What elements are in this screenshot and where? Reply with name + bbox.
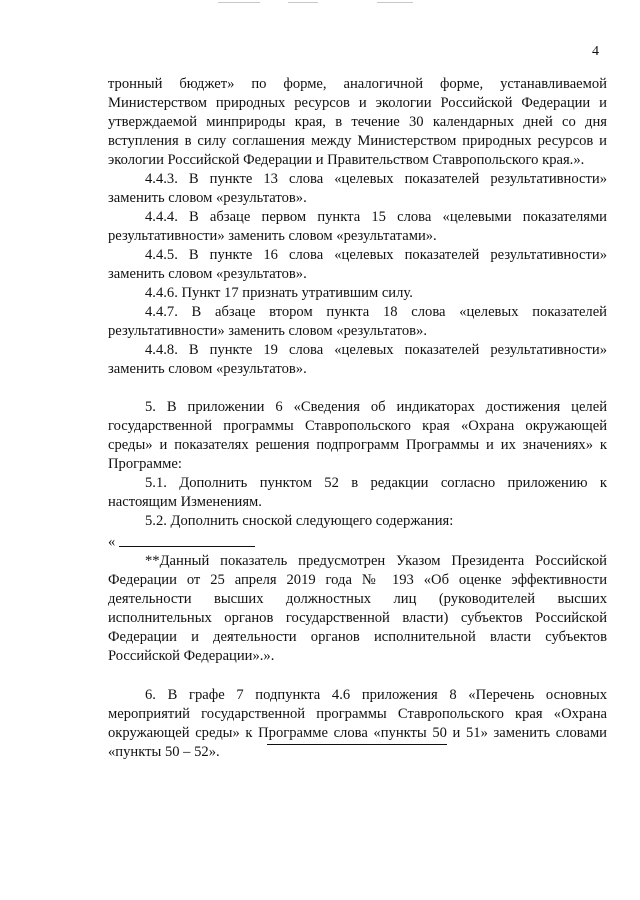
paragraph-4-4-6: 4.4.6. Пункт 17 признать утратившим силу. [145,285,413,301]
paragraph-4-4-4: 4.4.4. В абзаце первом пункта 15 слова «целевыми показателями результативности» заменить словом «результатами». [108,209,607,244]
paragraph-4-4-5: 4.4.5. В пункте 16 слова «целевых показателей результативности» заменить словом «результатов». [108,247,607,282]
footnote-rule [119,546,255,547]
paragraph-4-4-3: 4.4.3. В пункте 13 слова «целевых показателей результативности» заменить словом «результатов». [108,171,607,206]
paragraph-5: 5. В приложении 6 «Сведения об индикаторах достижения целей государственной программы Ставропольского края «Охрана окружающей среды» и показателях решения подпрограмм Программы и их значениях» к Программе: [108,399,607,472]
paragraph-4-4-8: 4.4.8. В пункте 19 слова «целевых показателей результативности» заменить словом «результатов». [108,342,607,377]
end-of-document-rule [267,744,447,745]
paragraph-5-2: 5.2. Дополнить сноской следующего содержания: [145,513,454,529]
footnote-separator [108,533,607,552]
footnote-open-quote: « [108,534,116,550]
top-scan-mark-2 [288,2,318,3]
paragraph-4-4-7: 4.4.7. В абзаце втором пункта 18 слова «целевых показателей результативности» заменить словом «результатов». [108,304,607,339]
paragraph-continuation: тронный бюджет» по форме, аналогичной форме, устанавливаемой Министерством природных ресурсов и экологии Российской Федерации и утверждаемой минприроды края, в течение 30 календарных дней со дня вступления в силу соглашения между Министерством природных ресурсов и экологии Российской Федерации и Правительством Ставропольского края.». [108,76,607,168]
paragraph-5-1: 5.1. Дополнить пунктом 52 в редакции согласно приложению к настоящим Изменениям. [108,475,607,510]
document-body [108,75,607,762]
top-scan-mark-3 [377,2,413,3]
page-number: 4 [592,44,599,59]
paragraph-6: 6. В графе 7 подпункта 4.6 приложения 8 «Перечень основных мероприятий государственной программы Ставропольского края «Охрана окружающей среды» к Программе слова «пункты 50 и 51» заменить словами «пункты 50 – 52». [108,687,607,760]
top-scan-mark-1 [218,2,260,3]
footnote-text: **Данный показатель предусмотрен Указом Президента Российской Федерации от 25 апреля 2019 года № 193 «Об оценке эффективности деятельности высших должностных лиц (руководителей высших исполнительных органов государственной власти) субъектов Российской Федерации и деятельности органов исполнительной власти субъектов Российской Федерации».». [108,553,607,664]
